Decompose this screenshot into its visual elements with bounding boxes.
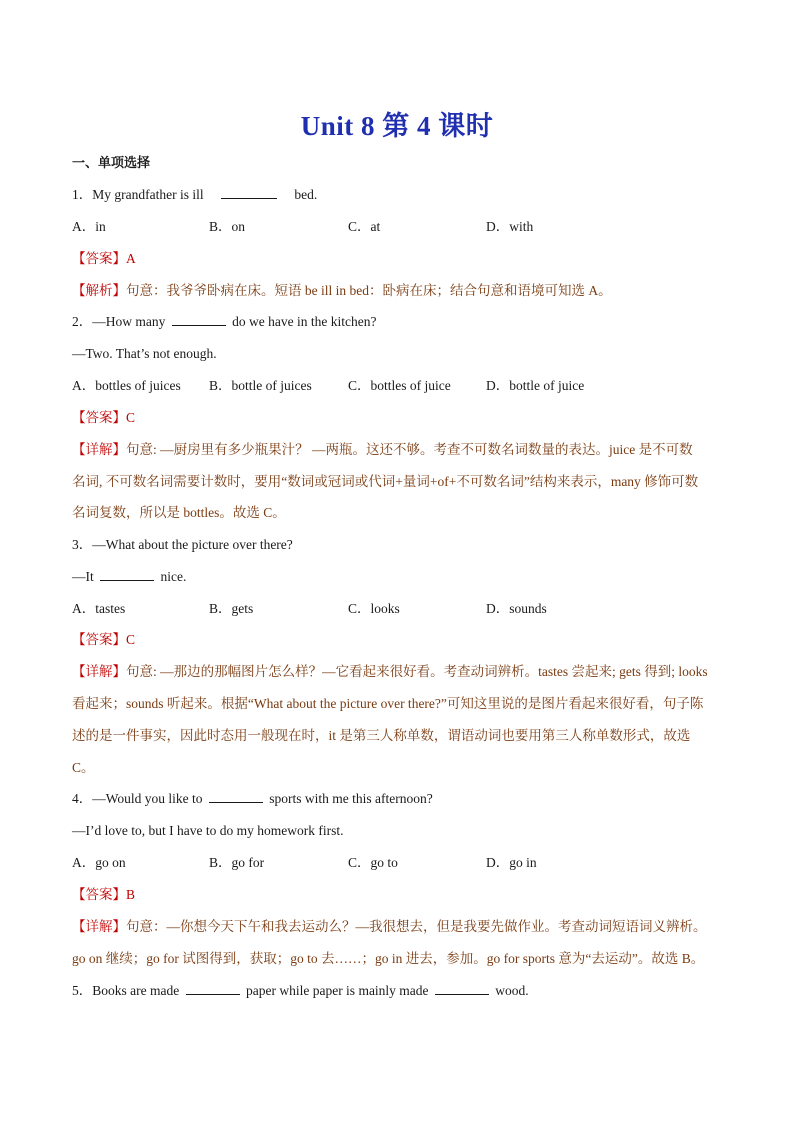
option-d: D．bottle of juice (486, 378, 585, 393)
option-d: D．sounds (486, 601, 547, 616)
answer-value: A (126, 251, 136, 266)
option-a: A．tastes (72, 601, 126, 616)
answer-blank (172, 313, 226, 326)
question-2-text-after: do we have in the kitchen? (232, 314, 377, 329)
question-4-answer (72, 886, 732, 904)
option-d: D．go in (486, 855, 537, 870)
answer-blank (209, 790, 263, 803)
option-a: A．in (72, 219, 106, 234)
explanation-tag: 【详解】 (72, 664, 126, 679)
explanation-text: 看起来；sounds 听起来。根据“What about the picture over there?”可知这里说的是图片看起来很好看，句子陈 (72, 696, 704, 711)
question-1-text-after: bed. (294, 187, 318, 202)
option-b: B．on (209, 219, 246, 234)
answer-value: C (126, 410, 136, 425)
explanation-text: go on 继续；go for 试图得到，获取；go to 去……；go in 进去，参加。go for sports 意为“去运动”。故选 B。 (72, 951, 705, 966)
answer-blank (221, 186, 277, 199)
answer-value: C (126, 632, 136, 647)
question-2-text-before: 2．—How many (72, 314, 166, 329)
answer-blank (186, 982, 240, 995)
question-5-text-before: 5．Books are made (72, 983, 180, 998)
page-title: Unit 8 第 4 课时 (300, 111, 494, 141)
explanation-text: 句意：—你想今天下午和我去运动么？—我很想去，但是我要先做作业。考查动词短语词义辨析。 (126, 919, 707, 934)
answer-tag: 【答案】 (72, 632, 126, 647)
answer-blank (100, 568, 154, 581)
option-c: C．go to (348, 855, 398, 870)
question-3-text-after: nice. (160, 569, 187, 584)
question-4-explanation (72, 918, 732, 936)
question-5-text-after: wood. (495, 983, 529, 998)
question-3-answer (72, 631, 732, 649)
question-1-stem (72, 186, 732, 204)
answer-tag: 【答案】 (72, 887, 126, 902)
explanation-text: 句意: —那边的那幅图片怎么样？—它看起来很好看。考查动词辨析。tastes 尝起来; gets 得到; looks (126, 664, 708, 679)
explanation-text: 述的是一件事实，因此时态用一般现在时，it 是第三人称单数，谓语动词也要用第三人称单数形式，故选 (72, 728, 691, 743)
option-a: A．bottles of juices (72, 378, 181, 393)
option-c: C．at (348, 219, 381, 234)
explanation-tag: 【解析】 (72, 283, 126, 298)
question-1-explanation (72, 282, 732, 300)
section-heading: 一、单项选择 (72, 156, 151, 171)
answer-blank (435, 982, 489, 995)
question-3-explanation (72, 663, 732, 681)
explanation-text: 句意：我爷爷卧病在床。短语 be ill in bed：卧病在床；结合句意和语境可知选 A。 (126, 283, 612, 298)
question-5-stem (72, 982, 732, 1000)
question-4-reply: —I’d love to, but I have to do my homework first. (72, 823, 344, 838)
question-2-reply: —Two. That’s not enough. (72, 346, 217, 361)
question-3-text-before: —It (72, 569, 94, 584)
option-d: D．with (486, 219, 534, 234)
explanation-text: 名词, 不可数名词需要计数时，要用“数词或冠词或代词+量词+of+不可数名词”结构来表示，many 修饰可数 (72, 474, 699, 489)
question-5-text-mid: paper while paper is mainly made (245, 983, 429, 998)
explanation-tag: 【详解】 (72, 919, 126, 934)
option-c: C．bottles of juice (348, 378, 451, 393)
explanation-text: 句意: —厨房里有多少瓶果汁？ —两瓶。这还不够。考查不可数名词数量的表达。juice 是不可数 (126, 442, 693, 457)
question-4-stem (72, 790, 732, 808)
question-4-text-after: sports with me this afternoon? (269, 791, 433, 806)
option-b: B．go for (209, 855, 265, 870)
option-b: B．gets (209, 601, 254, 616)
question-3-stem: 3．—What about the picture over there? (72, 537, 293, 552)
question-3-reply (72, 568, 732, 586)
question-2-stem (72, 313, 732, 331)
explanation-text: C。 (72, 760, 95, 775)
answer-tag: 【答案】 (72, 251, 126, 266)
question-2-answer (72, 409, 732, 427)
option-a: A．go on (72, 855, 126, 870)
question-4-text-before: 4．—Would you like to (72, 791, 203, 806)
question-1-text-before: 1．My grandfather is ill (72, 187, 204, 202)
explanation-text: 名词复数，所以是 bottles。故选 C。 (72, 505, 286, 520)
question-1-answer (72, 250, 732, 268)
option-b: B．bottle of juices (209, 378, 312, 393)
answer-tag: 【答案】 (72, 410, 126, 425)
option-c: C．looks (348, 601, 400, 616)
explanation-tag: 【详解】 (72, 442, 126, 457)
question-2-explanation (72, 441, 732, 459)
answer-value: B (126, 887, 136, 902)
